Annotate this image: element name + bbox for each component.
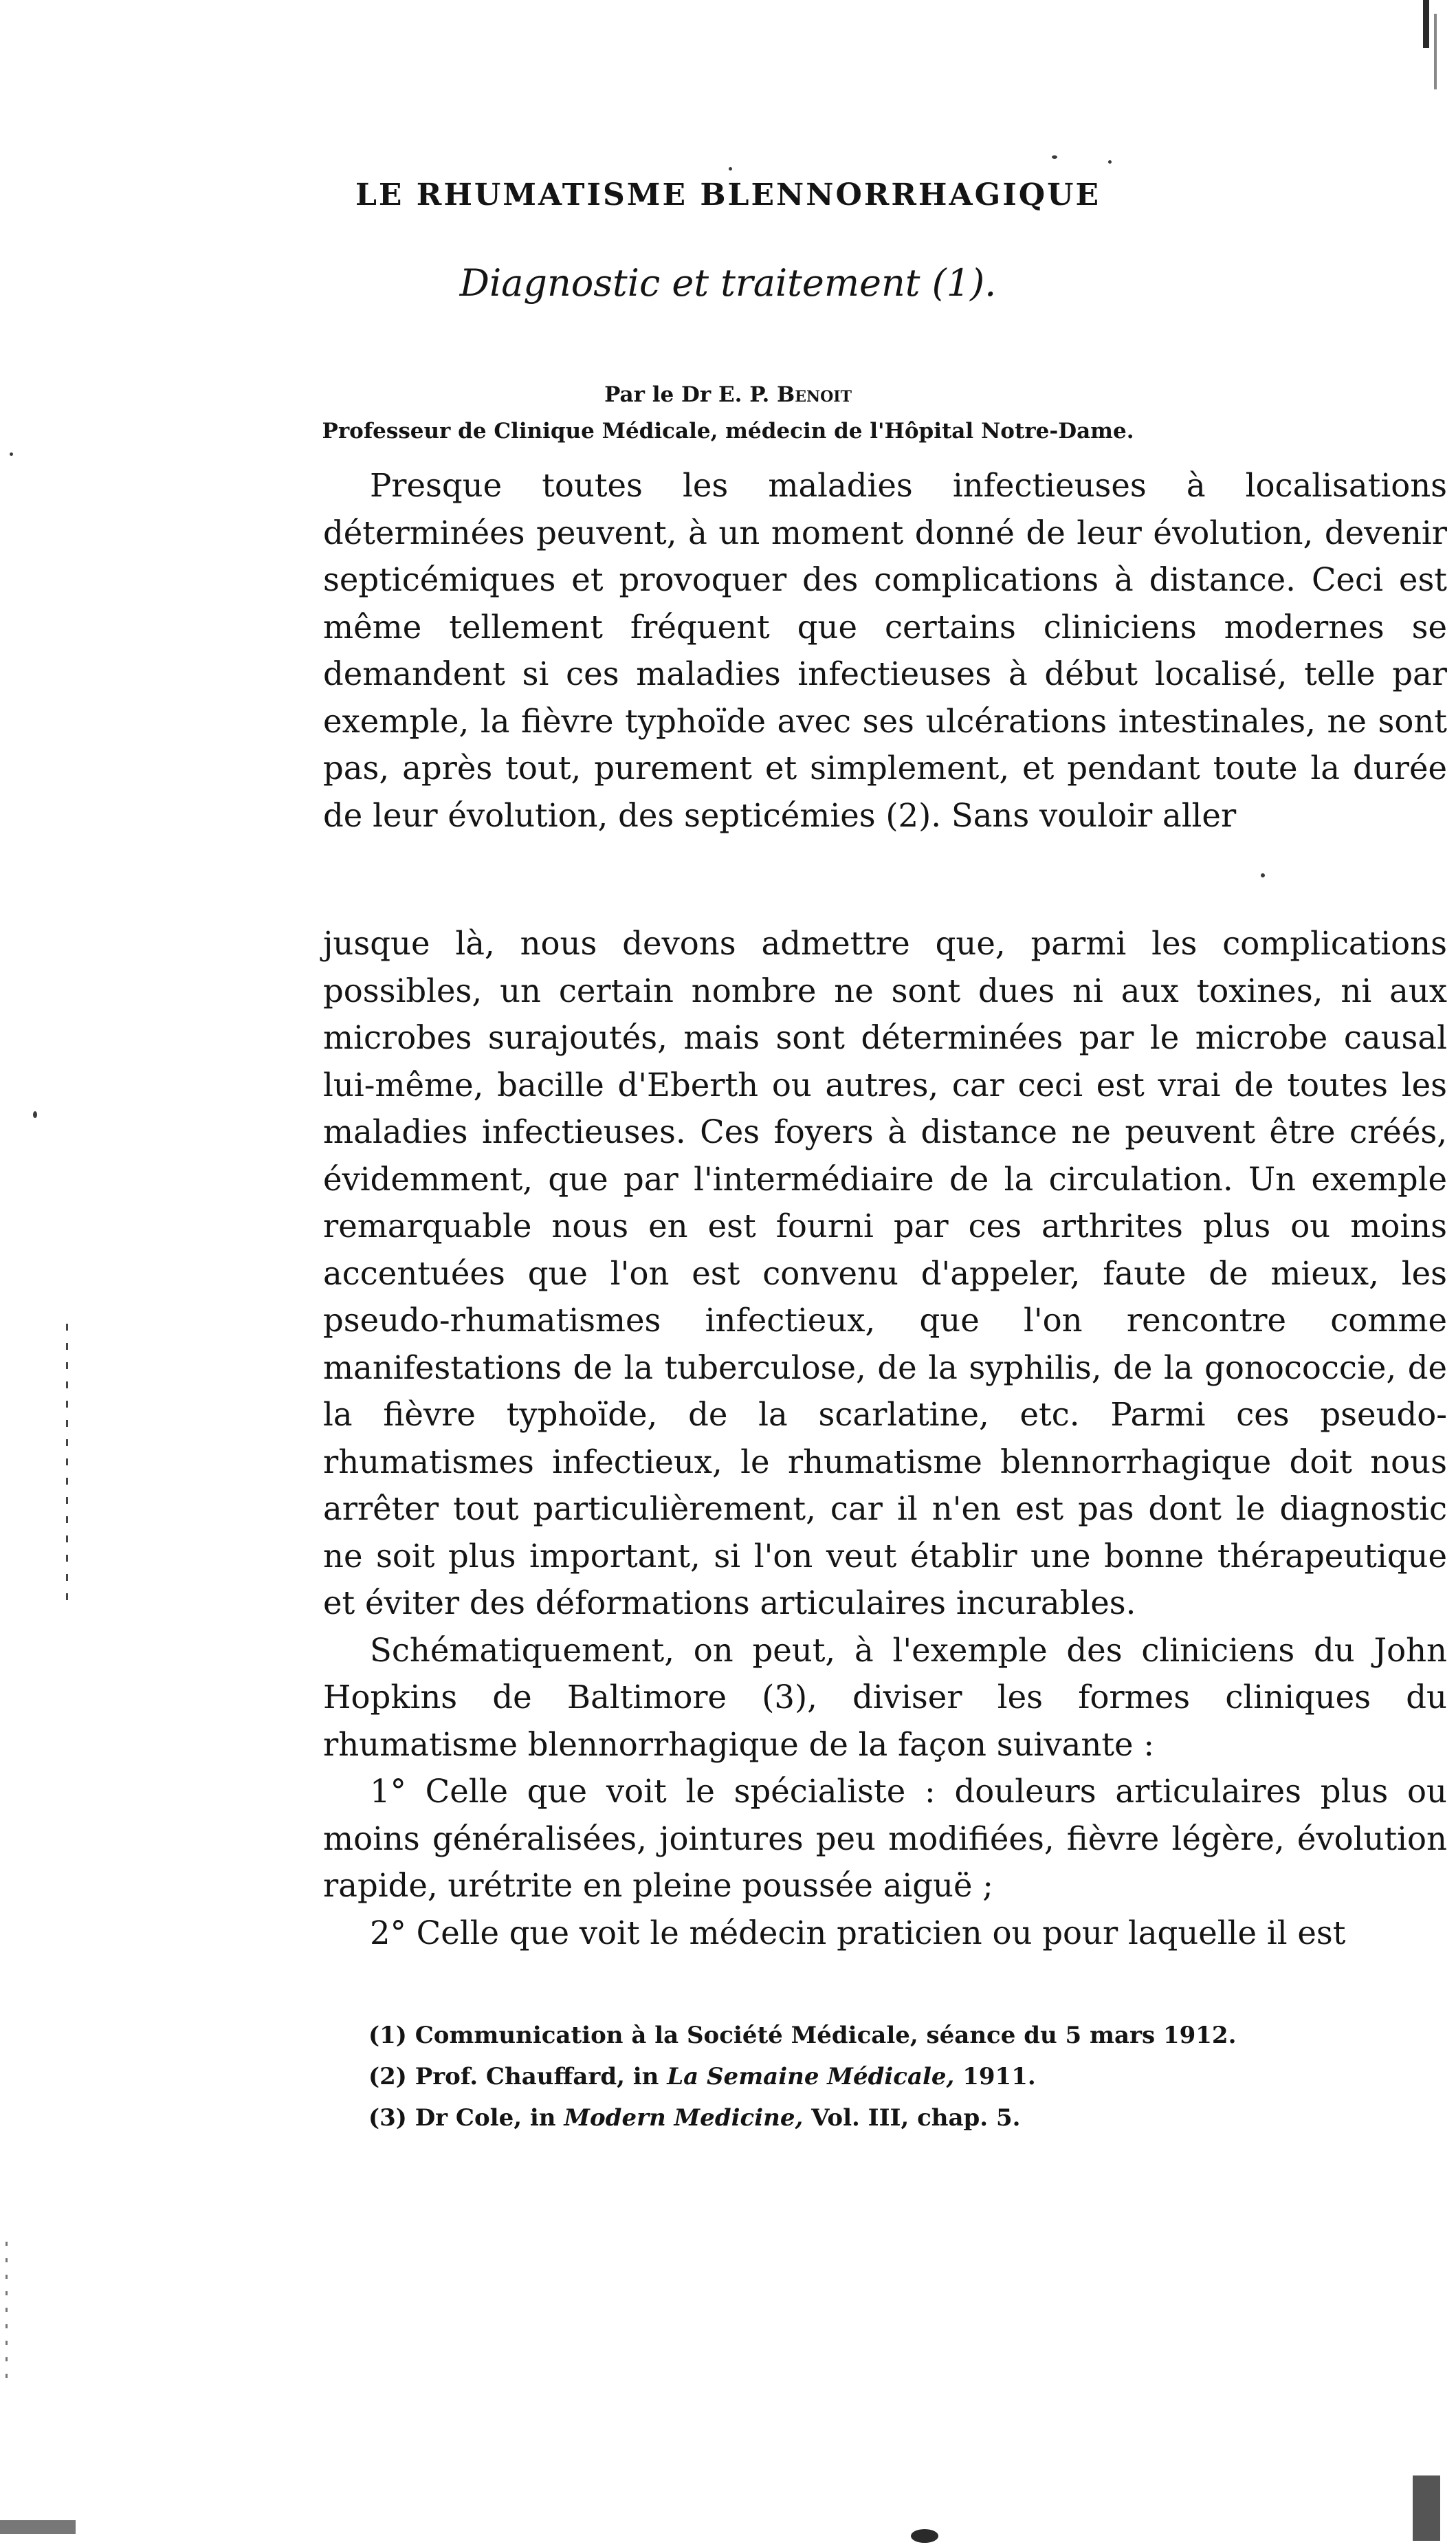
footnote-3-ref: Vol. III, chap. 5.	[803, 2104, 1021, 2132]
footnote-1-text: Communication à la Société Médicale, séance du 5 mars 1912.	[415, 2022, 1237, 2049]
scan-edge-mark-bottom-left	[0, 2520, 76, 2534]
scan-edge-mark-top-right	[1423, 0, 1429, 48]
article-title: LE RHUMATISME BLENNORRHAGIQUE	[355, 177, 1101, 212]
footnote-3-journal: Modern Medicine,	[564, 2104, 804, 2132]
scan-edge-mark-bottom-center	[911, 2529, 938, 2543]
footnote-2-text: Prof. Chauffard, in	[415, 2063, 668, 2090]
paragraph-intro-continued: jusque là, nous devons admettre que, parmi les complications possibles, un certain nombre ne sont dues ni aux toxines, ni aux microbes surajoutés, mais sont déterminées par le microbe causal lui-même, bacille d'Eberth ou autres, car ceci est vrai de toutes les maladies infectieuses. Ces foyers à distance ne peuvent être créés, évidemment, que par l'intermédiaire de la circulation. Un exemple remarquable nous en est fourni par ces arthrites plus ou moins accentuées que l'on est convenu d'appeler, faute de mieux, les pseudo-rhumatismes infectieux, que l'on rencontre comme manifestations de la tuberculose, de la syphilis, de la gonococcie, de la fièvre typhoïde, de la scarlatine, etc. Parmi ces pseudo-rhumatismes infectieux, le rhumatisme blennorrhagique doit nous arrêter tout particulièrement, car il n'en est pas dont le diagnostic ne soit plus important, si l'on veut établir une bonne thérapeutique et éviter des déformations articulaires incurables.	[323, 925, 1447, 1621]
paragraph-form-2: 2° Celle que voit le médecin praticien ou pour laquelle il est	[370, 1914, 1346, 1952]
author-name: Benoit	[777, 382, 852, 407]
scan-margin-dots-left	[66, 1324, 68, 1613]
footnote-2-marker: (2)	[368, 2063, 407, 2090]
author-affiliation: Professeur de Clinique Médicale, médecin de l'Hôpital Notre-Dame.	[322, 419, 1134, 444]
scan-speck-2	[33, 1111, 37, 1118]
scan-speck-4	[1052, 155, 1057, 159]
footnote-3	[368, 2097, 1400, 2139]
body-block-second	[323, 920, 1447, 1956]
author-line	[0, 382, 1456, 407]
scan-speck-1	[10, 452, 13, 456]
scan-speck-5	[729, 167, 732, 171]
scan-speck-3	[1261, 873, 1265, 877]
footnote-3-marker: (3)	[368, 2104, 407, 2132]
body-block-first	[323, 462, 1447, 839]
scan-edge-mark-top-right-2	[1434, 14, 1437, 89]
footnotes	[368, 2015, 1400, 2139]
footnote-2	[368, 2056, 1400, 2097]
author-prefix: Par le Dr E. P.	[604, 382, 777, 407]
footnote-3-text: Dr Cole, in	[415, 2104, 564, 2132]
footnote-2-journal: La Semaine Médicale,	[667, 2063, 955, 2090]
article-subtitle: Diagnostic et traitement (1).	[459, 261, 997, 305]
scan-margin-dots-left-lower	[5, 2242, 8, 2379]
footnote-1-marker: (1)	[368, 2022, 407, 2049]
paragraph-schema: Schématiquement, on peut, à l'exemple des cliniciens du John Hopkins de Baltimore (3), diviser les formes cliniques du rhumatisme blennorrhagique de la façon suivante :	[323, 1631, 1447, 1763]
footnote-1	[368, 2015, 1400, 2056]
paragraph-intro: Presque toutes les maladies infectieuses à localisations déterminées peuvent, à un moment donné de leur évolution, devenir septicémiques et provoquer des complications à distance. Ceci est même tellement fréquent que certains cliniciens modernes se demandent si ces maladies infectieuses à début localisé, telle par exemple, la fièvre typhoïde avec ses ulcérations intestinales, ne sont pas, après tout, purement et simplement, et pendant toute la durée de leur évolution, des septicémies (2). Sans vouloir aller	[323, 467, 1447, 834]
scan-speck-6	[1108, 160, 1112, 164]
footnote-2-year: 1911.	[954, 2063, 1036, 2090]
paragraph-form-1: 1° Celle que voit le spécialiste : douleurs articulaires plus ou moins généralisées, jointures peu modifiées, fièvre légère, évolution rapide, urétrite en pleine poussée aiguë ;	[323, 1773, 1447, 1904]
scan-edge-mark-bottom-right	[1413, 2475, 1440, 2541]
